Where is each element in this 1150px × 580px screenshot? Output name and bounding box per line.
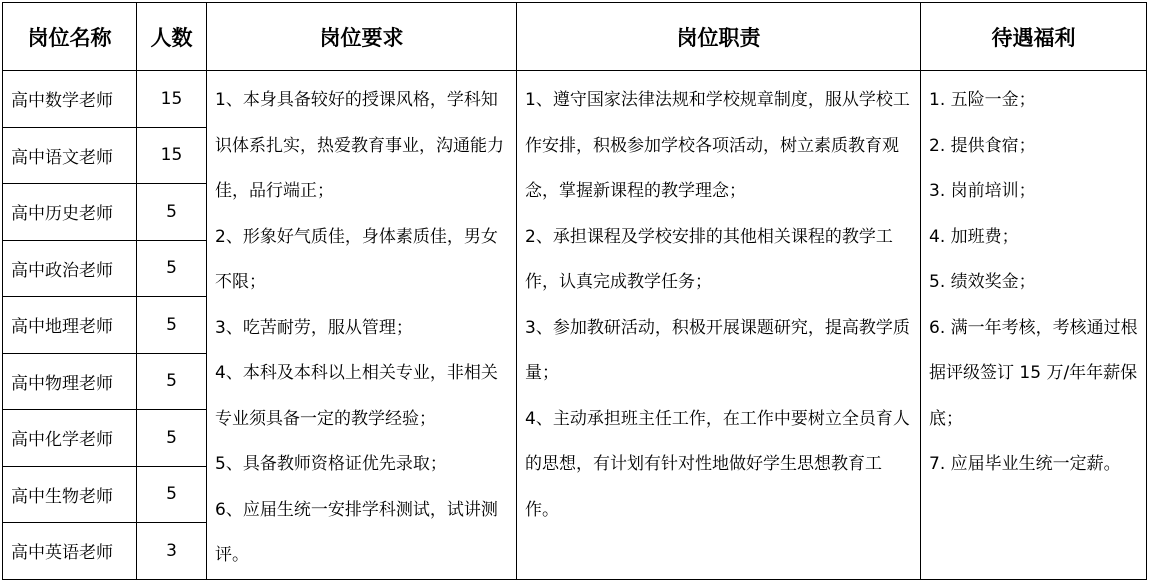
position-headcount: 5 — [137, 184, 207, 241]
position-headcount: 5 — [137, 240, 207, 297]
position-headcount: 15 — [137, 127, 207, 184]
benefit-item: 4. 加班费； — [929, 226, 1019, 247]
benefit-item: 5. 绩效奖金； — [929, 272, 1036, 292]
position-headcount: 3 — [137, 523, 207, 580]
duties-cell — [517, 71, 921, 580]
header-duties: 岗位职责 — [517, 3, 921, 71]
position-name: 高中语文老师 — [3, 127, 137, 184]
benefit-item: 7. 应届毕业生统一定薪。 — [929, 454, 1121, 474]
position-name: 高中历史老师 — [3, 184, 137, 241]
requirement-item: 5、具备教师资格证优先录取； — [215, 454, 447, 474]
benefit-item: 1. 五险一金； — [929, 90, 1036, 110]
duty-item: 2、承担课程及学校安排的其他相关课程的教学工作，认真完成教学任务； — [525, 226, 893, 292]
table-row — [3, 71, 1147, 128]
duty-item: 4、主动承担班主任工作，在工作中要树立全员育人的思想，有计划有针对性地做好学生思想教育工作。 — [525, 408, 910, 520]
position-name: 高中物理老师 — [3, 353, 137, 410]
position-headcount: 5 — [137, 466, 207, 523]
benefit-item: 3. 岗前培训； — [929, 181, 1036, 201]
duty-item: 3、参加教研活动，积极开展课题研究，提高教学质量； — [525, 317, 910, 383]
position-name: 高中英语老师 — [3, 523, 137, 580]
benefits-cell — [921, 71, 1147, 580]
position-name: 高中数学老师 — [3, 71, 137, 128]
position-name: 高中政治老师 — [3, 240, 137, 297]
requirement-item: 4、本科及本科以上相关专业，非相关专业须具备一定的教学经验； — [215, 363, 498, 429]
header-row — [3, 3, 1147, 71]
position-name: 高中生物老师 — [3, 466, 137, 523]
requirement-item: 2、形象好气质佳，身体素质佳，男女不限； — [215, 226, 498, 292]
header-position-name: 岗位名称 — [3, 3, 137, 71]
position-headcount: 5 — [137, 410, 207, 467]
position-headcount: 15 — [137, 71, 207, 128]
position-name: 高中地理老师 — [3, 297, 137, 354]
requirements-cell — [207, 71, 517, 580]
requirement-item: 3、吃苦耐劳，服从管理； — [215, 317, 413, 338]
requirement-item: 1、本身具备较好的授课风格，学科知识体系扎实，热爱教育事业，沟通能力佳，品行端正； — [215, 90, 504, 201]
recruitment-table — [2, 2, 1147, 580]
position-headcount: 5 — [137, 297, 207, 354]
header-headcount: 人数 — [137, 3, 207, 71]
benefit-item: 6. 满一年考核，考核通过根据评级签订 15 万/年年薪保底； — [929, 317, 1138, 429]
benefit-item: 2. 提供食宿； — [929, 135, 1036, 156]
duty-item: 1、遵守国家法律法规和学校规章制度，服从学校工作安排，积极参加学校各项活动，树立素质教育观念，掌握新课程的教学理念； — [525, 90, 910, 201]
header-requirements: 岗位要求 — [207, 3, 517, 71]
requirement-item: 6、应届生统一安排学科测试，试讲测评。 — [215, 499, 498, 565]
header-benefits: 待遇福利 — [921, 3, 1147, 71]
position-name: 高中化学老师 — [3, 410, 137, 467]
position-headcount: 5 — [137, 353, 207, 410]
